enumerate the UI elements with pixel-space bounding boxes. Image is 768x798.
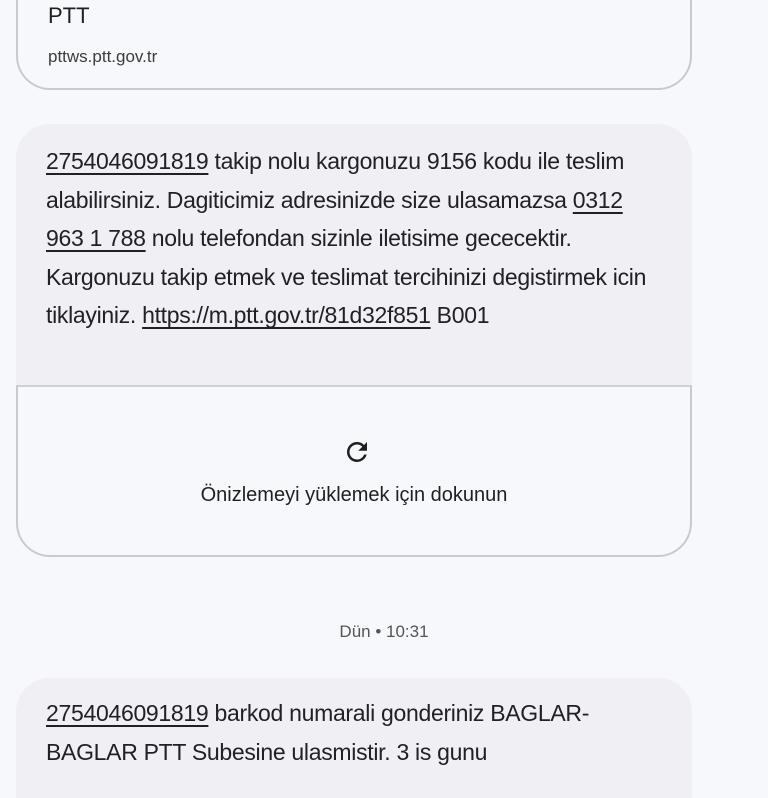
message-text bbox=[46, 142, 662, 335]
message-text-part: nolu telefondan sizinle iletisime gececektir. Kargonuzu takip etmek ve teslimat tercihinizi degistirmek icin tiklayiniz. bbox=[46, 225, 647, 329]
message-text-part: barkod numarali gonderiniz BAGLAR-BAGLAR PTT Subesine ulasmistir. 3 is gunu bbox=[46, 700, 590, 765]
message-text-part: takip nolu kargonuzu 9156 kodu ile teslim alabilirsiniz. Dagiticimiz adresinizde size ulasamazsa bbox=[46, 148, 625, 213]
link-preview-domain: pttws.ptt.gov.tr bbox=[48, 47, 158, 66]
message-text bbox=[46, 694, 662, 771]
link-preview-card[interactable] bbox=[16, 0, 692, 90]
message-bubble[interactable] bbox=[16, 678, 692, 798]
tracking-number-link[interactable]: 2754046091819 bbox=[46, 148, 209, 174]
message-text-part: B001 bbox=[430, 302, 490, 329]
link-preview-title: PTT bbox=[48, 3, 90, 28]
message-bubble[interactable] bbox=[16, 124, 692, 386]
url-link[interactable]: https://m.ptt.gov.tr/81d32f851 bbox=[142, 302, 431, 329]
refresh-icon bbox=[342, 437, 372, 467]
phone-number-link[interactable]: 0312 963 1 788 bbox=[46, 186, 623, 252]
load-preview-button[interactable] bbox=[16, 385, 692, 557]
message-timestamp: Dün • 10:31 bbox=[339, 622, 429, 641]
tracking-number-link[interactable]: 2754046091819 bbox=[46, 700, 209, 726]
load-preview-label: Önizlemeyi yüklemek için dokunun bbox=[200, 484, 508, 506]
